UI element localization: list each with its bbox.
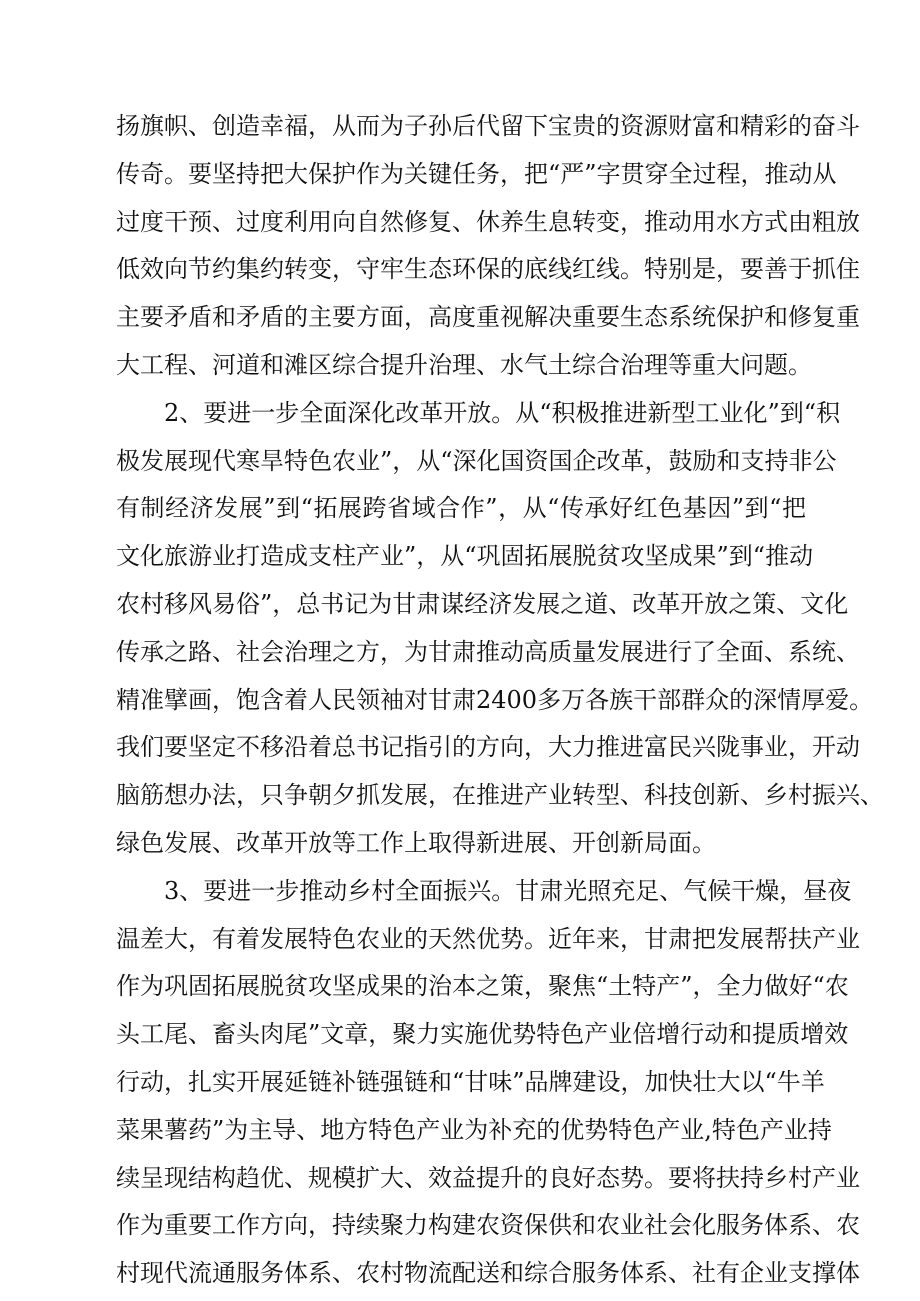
text-line: 脑筋想办法，只争朝夕抓发展，在推进产业转型、科技创新、乡村振兴、 [116, 781, 884, 810]
text-line: 极发展现代寒旱特色农业”，从“深化国资国企改革，鼓励和支持非公 [116, 446, 837, 475]
paragraph-3-start: 3、要进一步推动乡村全面振兴。甘肃光照充足、气候干燥，昼夜 [164, 876, 852, 905]
text-line: 有制经济发展”到“拓展跨省域合作”，从“传承好红色基因”到“把 [116, 494, 806, 523]
text-line: 主要矛盾和矛盾的主要方面，高度重视解决重要生态系统保护和修复重 [116, 303, 860, 332]
text-line: 头工尾、畜头肉尾”文章，聚力实施优势特色产业倍增行动和提质增效 [116, 1020, 849, 1049]
text-line: 续呈现结构趋优、规模扩大、效益提升的良好态势。要将扶持乡村产业 [116, 1163, 860, 1192]
text-line: 作为巩固拓展脱贫攻坚成果的治本之策，聚焦“土特产”，全力做好“农 [116, 972, 849, 1001]
text-line: 温差大，有着发展特色农业的天然优势。近年来，甘肃把发展帮扶产业 [116, 924, 860, 953]
text-line: 我们要坚定不移沿着总书记指引的方向，大力推进富民兴陇事业，开动 [116, 733, 860, 762]
text-line: 村现代流通服务体系、农村物流配送和综合服务体系、社有企业支撑体 [116, 1259, 860, 1288]
text-line: 传奇。要坚持把大保护作为关键任务，把“严”字贯穿全过程，推动从 [116, 159, 837, 188]
paragraph-end-line: 绿色发展、改革开放等工作上取得新进展、开创新局面。 [116, 828, 716, 857]
text-line: 菜果薯药”为主导、地方特色产业为补充的优势特色产业,特色产业持 [116, 1115, 832, 1144]
text-line: 文化旅游业打造成支柱产业”，从“巩固拓展脱贫攻坚成果”到“推动 [116, 542, 814, 571]
paragraph-2-start: 2、要进一步全面深化改革开放。从“积极推进新型工业化”到“积 [164, 398, 841, 427]
text-line: 扬旗帜、创造幸福，从而为子孙后代留下宝贵的资源财富和精彩的奋斗 [116, 112, 860, 140]
text-line: 精准擘画，饱含着人民领袖对甘肃2400多万各族干部群众的深情厚爱。 [116, 685, 874, 714]
text-line: 低效向节约集约转变，守牢生态环保的底线红线。特别是，要善于抓住 [116, 255, 860, 284]
paragraph-end-line: 大工程、河道和滩区综合提升治理、水气土综合治理等重大问题。 [116, 350, 812, 379]
text-line: 行动，扎实开展延链补链强链和“甘味”品牌建设，加快壮大以“牛羊 [116, 1067, 825, 1096]
text-line: 作为重要工作方向，持续聚力构建农资保供和农业社会化服务体系、农 [116, 1211, 860, 1240]
text-line: 传承之路、社会治理之方，为甘肃推动高质量发展进行了全面、系统、 [116, 637, 860, 666]
body-text [116, 103, 884, 1298]
text-line: 过度干预、过度利用向自然修复、休养生息转变，推动用水方式由粗放 [116, 207, 860, 236]
text-line: 农村移风易俗”，总书记为甘肃谋经济发展之道、改革开放之策、文化 [116, 589, 849, 618]
